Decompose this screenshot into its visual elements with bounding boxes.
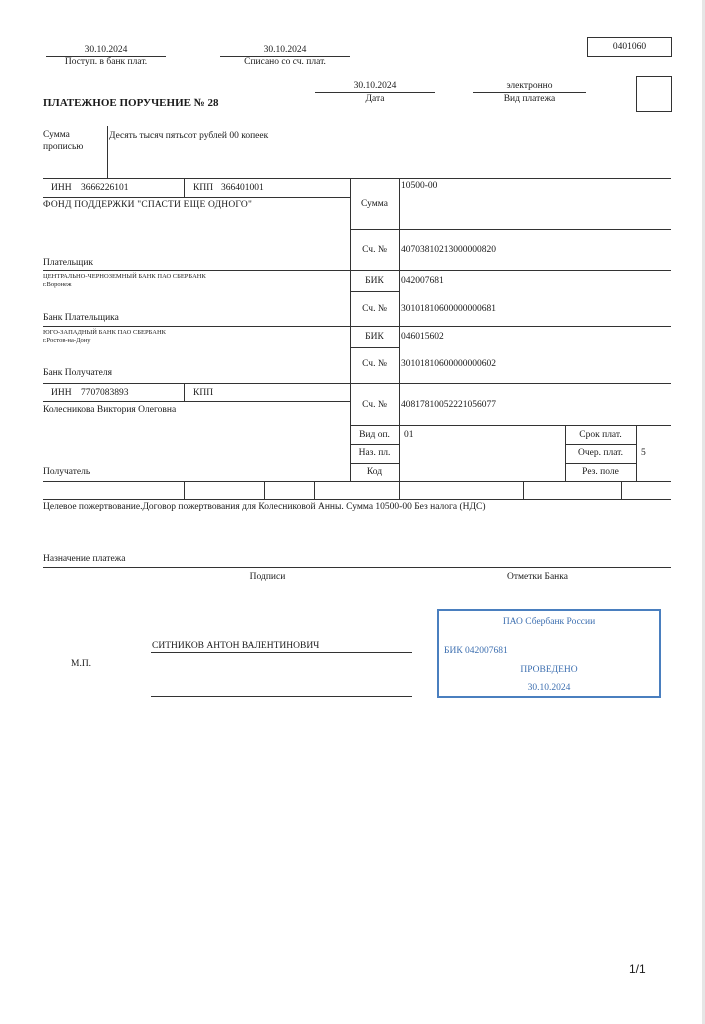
tax-divider-5 [523,481,524,499]
recipient-bank-name: ЮГО-ЗАПАДНЫЙ БАНК ПАО СБЕРБАНК [43,329,166,336]
purpose-text: Целевое пожертвование.Договор пожертвования для Колесниковой Анны. Сумма 10500-00 Без налога (НДС) [43,502,486,512]
payer-kpp: 366401001 [221,183,264,193]
codes-line-4 [565,463,636,464]
tax-divider-3 [314,481,315,499]
recipient-name: Колесникова Виктория Олеговна [43,405,177,415]
payer-sum: 10500-00 [401,181,438,191]
status-box [636,76,672,112]
payer-inn-label: ИНН [51,183,72,193]
payer-bank-city: г.Воронеж [43,281,72,288]
op-type: 01 [404,430,414,440]
recipient-account: 40817810052221056077 [401,400,496,410]
purpose-label: Назначение платежа [43,554,126,564]
recipient-bank-bottom-line [43,383,671,384]
tax-divider-4 [399,481,400,499]
stamp-date: 30.10.2024 [527,683,571,693]
recipient-bank-city: г.Ростов-на-Дону [43,337,91,344]
payer-bank-account: 30101810600000000681 [401,304,496,314]
recipient-bank-account: 30101810600000000602 [401,359,496,369]
payment-type-line [473,92,586,93]
payer-inn: 3666226101 [81,183,129,193]
purpose-code-label: Наз. пл. [358,448,391,458]
recipient-bank-account-label: Сч. № [362,359,387,369]
form-code: 0401060 [587,37,672,57]
recipient-inn: 7707083893 [81,388,129,398]
stamp-status: ПРОВЕДЕНО [520,665,578,675]
recipient-kpp-label: КПП [193,388,214,398]
codes-line-3 [565,444,636,445]
amount-words-label-1: Сумма [43,130,70,140]
stamp-bank-name: ПАО Сбербанк России [502,617,596,627]
tax-row-bottom-line [43,499,671,500]
order-date: 30.10.2024 [353,81,397,91]
order-title: ПЛАТЕЖНОЕ ПОРУЧЕНИЕ № 28 [43,97,219,109]
payer-account-label: Сч. № [362,245,387,255]
payer-bank-label: Банк Плательщика [43,313,119,323]
signature-line-1 [151,652,412,653]
recipient-bank-bik: 046015602 [401,332,444,342]
received-date: 30.10.2024 [84,45,128,55]
payer-kpp-label: КПП [193,183,214,193]
bank-marks-label: Отметки Банка [507,572,568,582]
order-date-line [315,92,435,93]
payer-bank-bik-label: БИК [365,276,384,286]
purpose-bottom-line [43,567,671,568]
stamp-bik: БИК 042007681 [444,646,508,656]
order-date-label: Дата [365,94,385,104]
payment-type-label: Вид платежа [503,94,556,104]
debited-label: Списано со сч. плат. [244,57,326,67]
tax-row-top-line [43,481,671,482]
payer-account: 40703810213000000820 [401,245,496,255]
grid-top-line [43,178,671,179]
payer-bank-bik: 042007681 [401,276,444,286]
signatures-label: Подписи [249,572,286,582]
received-label: Поступ. в банк плат. [64,57,148,67]
op-type-label: Вид оп. [359,430,390,440]
payer-name: ФОНД ПОДДЕРЖКИ "СПАСТИ ЕЩЕ ОДНОГО" [43,200,253,210]
recipient-inn-line [43,401,350,402]
payer-bottom-line [43,270,671,271]
recipient-inn-divider [184,383,185,401]
recipient-bank-label: Банк Получателя [43,368,112,378]
tax-divider-2 [264,481,265,499]
codes-line-1 [350,444,399,445]
priority-label: Очер. плат. [578,448,623,458]
signature-line-2 [151,696,412,697]
tax-divider-1 [184,481,185,499]
payer-inn-divider [184,178,185,197]
amount-words-label-2: прописью [43,142,84,152]
term-label: Срок плат. [579,430,622,440]
tax-divider-6 [621,481,622,499]
amount-words-divider [107,126,108,178]
payer-label: Плательщик [43,258,94,268]
reserve-label: Рез. поле [582,467,619,477]
bank-stamp [437,609,661,698]
payment-type: электронно [506,81,553,91]
payer-sum-label: Сумма [361,199,388,209]
codes-top-line [350,425,671,426]
recipient-label: Получатель [43,467,91,477]
priority-value: 5 [641,448,646,458]
payer-bank-name: ЦЕНТРАЛЬНО-ЧЕРНОЗЕМНЫЙ БАНК ПАО СБЕРБАНК [43,273,206,280]
recipient-account-label: Сч. № [362,400,387,410]
codes-divider-2 [636,425,637,481]
signer-name: СИТНИКОВ АНТОН ВАЛЕНТИНОВИЧ [152,641,320,651]
recipient-inn-label: ИНН [51,388,72,398]
page-number: 1/1 [629,962,646,976]
recipient-bank-bik-line [350,347,399,348]
recipient-bank-bik-label: БИК [365,332,384,342]
debited-date: 30.10.2024 [263,45,307,55]
payer-bank-bottom-line [43,326,671,327]
code-label: Код [366,467,383,477]
sum-bottom-line [350,229,671,230]
amount-words-value: Десять тысяч пятьсот рублей 00 копеек [109,131,269,141]
payer-inn-line [43,197,350,198]
payer-bank-account-label: Сч. № [362,304,387,314]
mp-label: М.П. [71,659,92,669]
codes-line-2 [350,463,399,464]
grid-col-right [399,178,400,481]
payer-bank-bik-line [350,291,399,292]
